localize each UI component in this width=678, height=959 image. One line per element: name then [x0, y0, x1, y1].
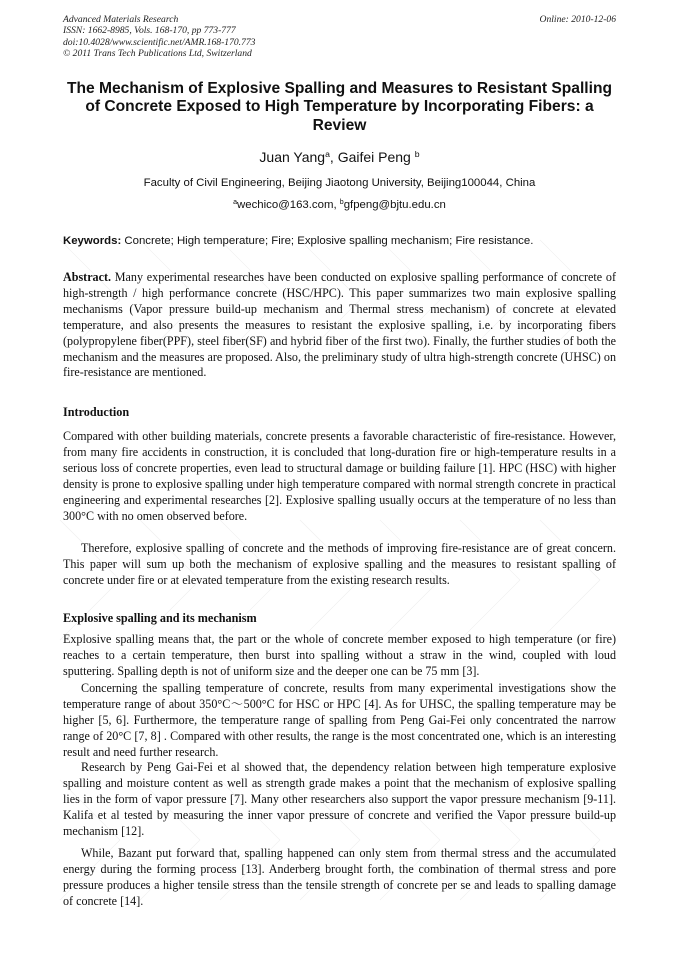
- online-date: Online: 2010-12-06: [539, 14, 616, 25]
- abstract: [63, 270, 616, 381]
- paper-title: The Mechanism of Explosive Spalling and Measures to Resistant Spalling of Concrete Exposed to High Temperature by Incorporating Fibers: a Review: [66, 80, 613, 134]
- keywords-text: Concrete; High temperature; Fire; Explosive spalling mechanism; Fire resistance.: [121, 235, 534, 247]
- email-line: [63, 199, 616, 211]
- section-2-paragraph-1: Explosive spalling means that, the part or the whole of concrete member exposed to high temperature (or fire) reaches to a certain temperature, then burst into spalling without a straw in the wind, coupled with loud sputtering. Spalling depth is not of uniform size and the deeper one can be 75 mm [3].: [63, 632, 616, 678]
- journal-name: Advanced Materials Research: [63, 14, 179, 25]
- author-line: [63, 149, 616, 165]
- journal-header: [63, 14, 616, 59]
- section-2-paragraph-4: While, Bazant put forward that, spalling happened can only stem from thermal stress and the accumulated energy during the forming process [13]. Anderberg brought forth, the combination of thermal stress and pore pressure produces a higher tensile stress than the tensile strength of concrete per se and leads to spalling damage of concrete [14].: [63, 846, 616, 908]
- author-1: Juan Yang: [259, 149, 326, 165]
- section-2-paragraph-3: Research by Peng Gai-Fei et al showed that, the dependency relation between high temperature explosive spalling and moisture content as well as strength grade makes a point that the mechanism of explosive spalling lies in the form of vapor pressure [7]. Many other researchers also support the vapor pressure mechanism [9-11]. Kalifa et al tested by measuring the inner vapor pressure of concrete and verified the Vapor pressure build-up mechanism [12].: [63, 760, 616, 838]
- affiliation: Faculty of Civil Engineering, Beijing Jiaotong University, Beijing100044, China: [143, 177, 536, 189]
- email-b-mark: b: [339, 199, 344, 207]
- journal-issn: ISSN: 1662-8985, Vols. 168-170, pp 773-777: [63, 25, 236, 37]
- introduction-heading: Introduction: [63, 405, 130, 419]
- author-1-affil-mark: a: [325, 149, 330, 160]
- author-separator: ,: [329, 149, 338, 165]
- author-2: Gaifei Peng: [337, 149, 411, 165]
- author-2-affil-mark: b: [414, 149, 420, 160]
- section-2-heading: Explosive spalling and its mechanism: [63, 611, 257, 625]
- abstract-label: Abstract.: [63, 270, 112, 284]
- keywords-label: Keywords:: [63, 235, 122, 247]
- journal-doi[interactable]: doi:10.4028/www.scientific.net/AMR.168-170.773: [63, 36, 256, 48]
- keywords: [63, 235, 616, 247]
- email-a-mark: a: [233, 199, 238, 207]
- section-2-paragraph-2: Concerning the spalling temperature of concrete, results from many experimental investigations show the temperature range of about 350°C～500°C for HSC or HPC [4]. As for UHSC, the spalling temperature may be higher [5, 6]. Furthermore, the temperature range of spalling from Peng Gai-Fei only concentrated the narrow range of 20°C [7, 8] . Compared with other results, the range is the most concentrated one, which is an interesting result and need further research.: [63, 681, 616, 759]
- introduction-paragraph-2: Therefore, explosive spalling of concrete and the methods of improving fire-resistance are of great concern. This paper will sum up both the mechanism of explosive spalling and the measures to resistant spalling of concrete under fire or at elevated temperature from the existing research results.: [63, 541, 616, 587]
- journal-copyright: © 2011 Trans Tech Publications Ltd, Switzerland: [63, 47, 252, 59]
- email-b[interactable]: gfpeng@bjtu.edu.cn: [343, 199, 446, 211]
- introduction-paragraph-1: Compared with other building materials, concrete presents a favorable characteristic of fire-resistance. However, from many fire accidents in construction, it is concluded that long-duration fire or high-temperature results in a serious loss of concrete properties, even lead to structural damage or building failure [1]. HPC (HSC) with higher density is prone to explosive spalling under high temperature compared with normal strength concrete in practical engineering and experimental researches [2]. Explosive spalling usually occurs at the temperature of no less than 300°C with no omen observed before.: [63, 429, 616, 523]
- email-separator: ,: [333, 199, 340, 211]
- abstract-text: Many experimental researches have been conducted on explosive spalling performance of concrete of high-strength / high performance concrete (HSC/HPC). This paper summarizes two main explosive spalling mechanisms (Vapor pressure build-up mechanism and Thermal stress mechanism) of concrete at elevated temperature, and also presents the measures to resistant the explosive spalling, i.e. by incorporating fibers (polypropylene fiber(PPF), steel fiber(SF) and hybrid fiber of the first two). Finally, the further studies of both the mechanism and the measures are proposed. Also, the preliminary study of ultra high-strength concrete (UHSC) on fire-resistance are mentioned.: [63, 270, 616, 380]
- email-a[interactable]: wechico@163.com: [237, 199, 334, 211]
